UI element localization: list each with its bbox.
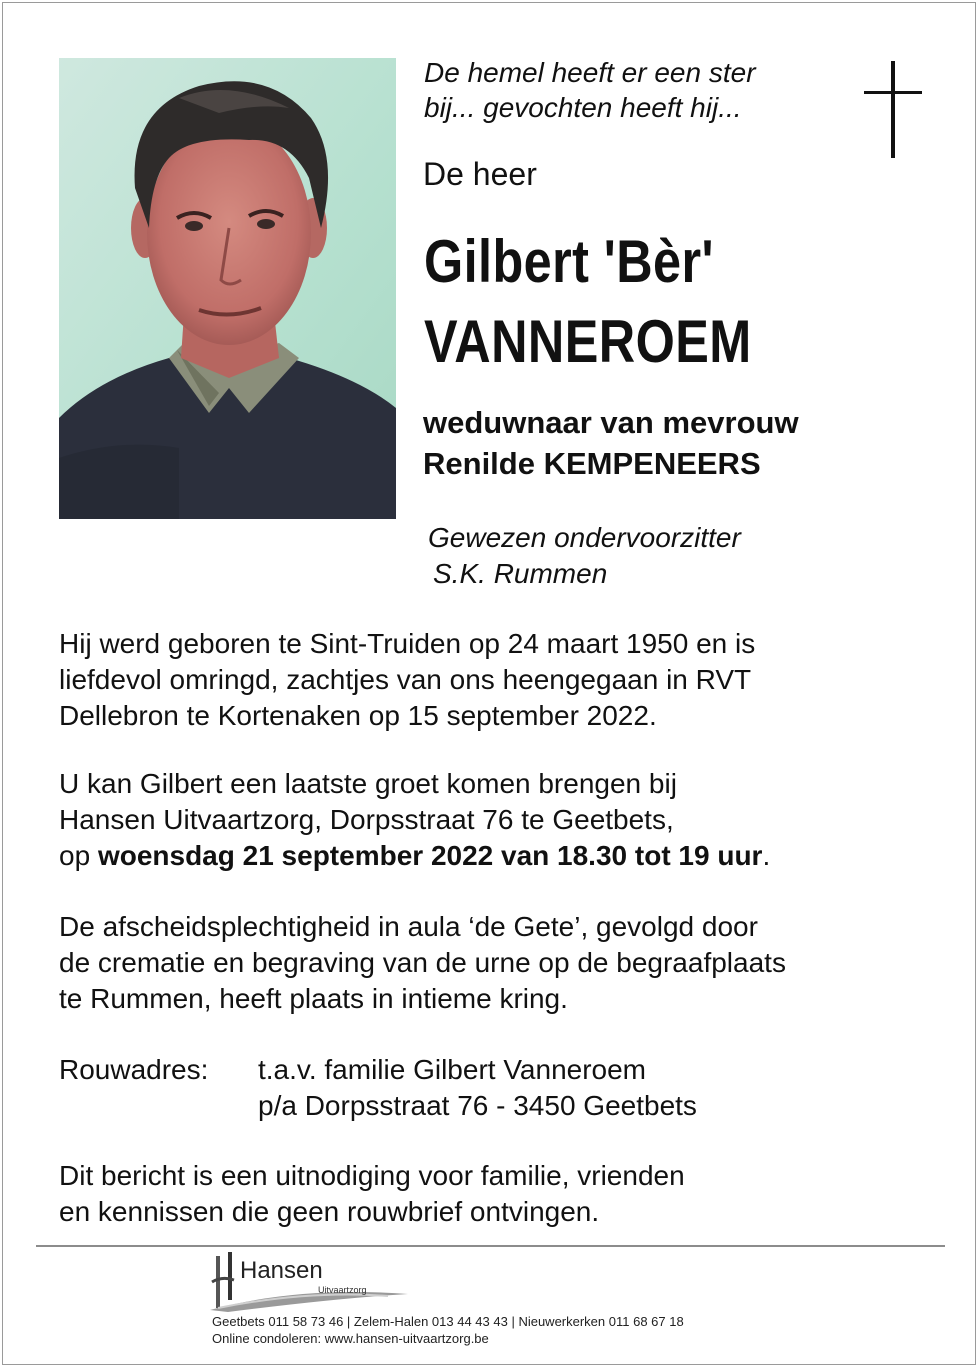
role-title: Gewezen ondervoorzitter bbox=[428, 522, 741, 553]
footer-divider bbox=[36, 1245, 945, 1247]
text-line: De afscheidsplechtigheid in aula ‘de Gete’, gevolgd door bbox=[59, 911, 758, 942]
address-label: Rouwadres: bbox=[59, 1054, 209, 1085]
text-line: de crematie en begraving van de urne op de begraafplaats bbox=[59, 947, 786, 978]
text-line: liefdevol omringd, zachtjes van ons heengegaan in RVT bbox=[59, 664, 752, 695]
visitation-paragraph bbox=[59, 766, 770, 874]
widower-of bbox=[423, 402, 799, 484]
role-club: S.K. Rummen bbox=[433, 558, 608, 589]
text-line: Dit bericht is een uitnodiging voor familie, vrienden bbox=[59, 1160, 685, 1191]
text-line: te Rummen, heeft plaats in intieme kring. bbox=[59, 983, 568, 1014]
birth-death-paragraph bbox=[59, 626, 755, 734]
cross-icon bbox=[864, 61, 922, 158]
former-role bbox=[428, 520, 741, 592]
address-line: t.a.v. familie Gilbert Vanneroem bbox=[258, 1054, 647, 1085]
address-lines bbox=[258, 1052, 697, 1124]
opening-quote bbox=[424, 55, 756, 125]
text-line: en kennissen die geen rouwbrief ontvingen. bbox=[59, 1196, 600, 1227]
text-line bbox=[59, 838, 770, 874]
text-line: Dellebron te Kortenaken op 15 september 2022. bbox=[59, 700, 657, 731]
quote-line: De hemel heeft er een ster bbox=[424, 57, 756, 88]
deceased-name bbox=[424, 222, 752, 382]
first-name: Gilbert 'Bèr' bbox=[424, 228, 714, 295]
text-line: Hansen Uitvaartzorg, Dorpsstraat 76 te Geetbets, bbox=[59, 804, 674, 835]
last-name: VANNEROEM bbox=[424, 308, 752, 375]
text-line: U kan Gilbert een laatste groet komen brengen bij bbox=[59, 768, 677, 799]
condolence-link[interactable]: Online condoleren: www.hansen-uitvaartzorg.be bbox=[212, 1331, 489, 1346]
text-line: Hij werd geboren te Sint-Truiden op 24 maart 1950 en is bbox=[59, 628, 756, 659]
footer-contact bbox=[212, 1313, 684, 1347]
quote-line: bij... gevochten heeft hij... bbox=[424, 92, 742, 123]
portrait-photo bbox=[59, 58, 396, 519]
logo-subtitle: Uitvaartzorg bbox=[318, 1285, 367, 1295]
widow-line: weduwnaar van mevrouw bbox=[423, 405, 799, 440]
phone-numbers: Geetbets 011 58 73 46 | Zelem-Halen 013 44 43 43 | Nieuwerkerken 011 68 67 18 bbox=[212, 1314, 684, 1329]
ceremony-paragraph bbox=[59, 909, 786, 1017]
honorific: De heer bbox=[423, 156, 537, 192]
spouse-name: Renilde KEMPENEERS bbox=[423, 446, 761, 481]
text-suffix: . bbox=[762, 840, 771, 871]
address-line: p/a Dorpsstraat 76 - 3450 Geetbets bbox=[258, 1090, 697, 1121]
invitation-paragraph bbox=[59, 1158, 685, 1230]
text-prefix: op bbox=[59, 840, 98, 871]
visitation-datetime: woensdag 21 september 2022 van 18.30 tot 19 uur bbox=[97, 840, 763, 871]
logo-name: Hansen bbox=[240, 1257, 323, 1284]
